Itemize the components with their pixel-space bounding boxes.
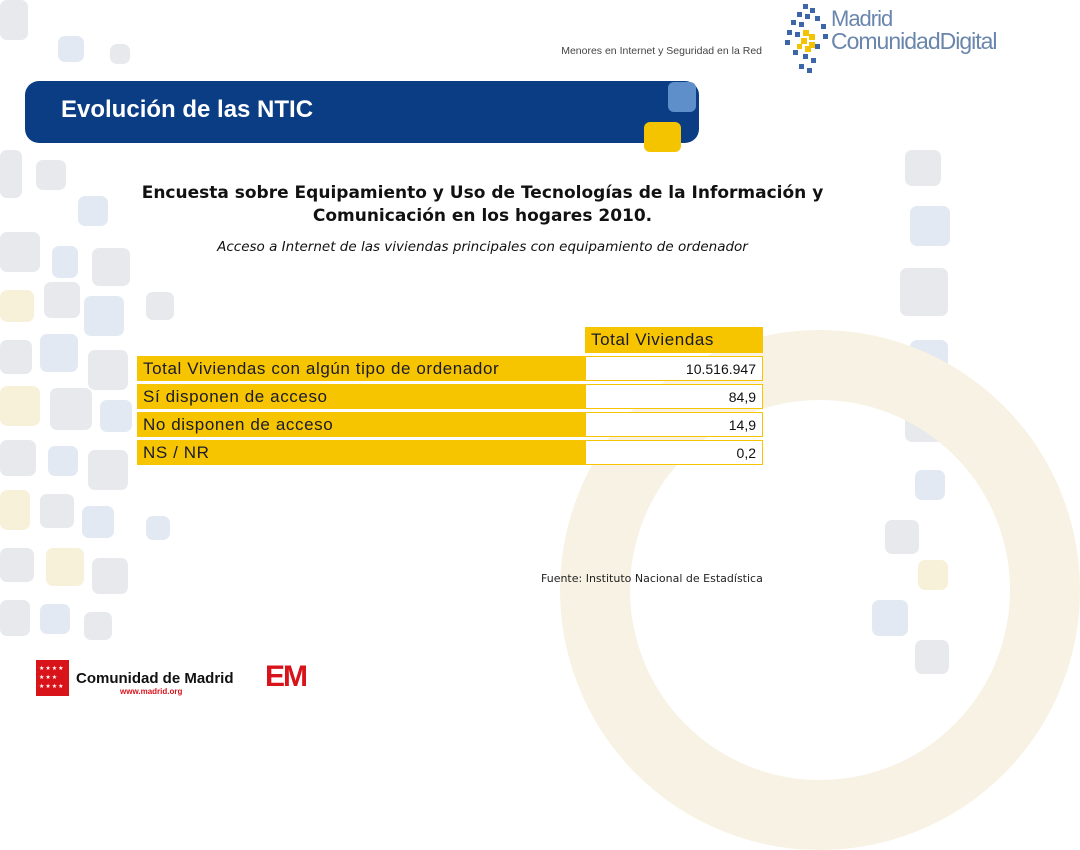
logo-text-comunidad-digital: ComunidadDigital xyxy=(831,28,997,54)
row-label: Sí disponen de acceso xyxy=(137,384,585,409)
table-header-row xyxy=(137,327,763,353)
row-value: 84,9 xyxy=(585,384,763,409)
comunidad-de-madrid-logo xyxy=(36,660,236,700)
title-decoration-blue-square xyxy=(668,82,696,112)
header-tagline: Menores en Internet y Seguridad en la Red xyxy=(561,45,762,57)
em-logo xyxy=(265,662,320,692)
row-label: NS / NR xyxy=(137,440,585,465)
survey-heading-line1: Encuesta sobre Equipamiento y Uso de Tecnologías de la Información y xyxy=(141,183,824,203)
madrid-flag-icon: ★★★★ ★★★ ★★★★ xyxy=(36,660,69,696)
comunidad-de-madrid-url: www.madrid.org xyxy=(120,687,183,696)
table-row xyxy=(137,412,763,437)
title-bar xyxy=(25,81,699,143)
table-row xyxy=(137,440,763,465)
column-header-total-viviendas: Total Viviendas xyxy=(585,327,763,353)
row-label: Total Viviendas con algún tipo de ordenador xyxy=(137,356,585,381)
title-decoration-yellow-square xyxy=(644,122,681,152)
row-value: 10.516.947 xyxy=(585,356,763,381)
source-note: Fuente: Instituto Nacional de Estadística xyxy=(541,572,763,585)
table-row xyxy=(137,356,763,381)
page-title: Evolución de las NTIC xyxy=(61,96,314,123)
data-table xyxy=(137,324,763,468)
row-value: 0,2 xyxy=(585,440,763,465)
survey-heading-line2: Comunicación en los hogares 2010. xyxy=(312,206,653,226)
survey-heading xyxy=(110,182,855,228)
em-logo-mark: EM xyxy=(265,660,306,693)
table-row xyxy=(137,384,763,409)
row-value: 14,9 xyxy=(585,412,763,437)
logo-text-madrid: Madrid xyxy=(831,6,893,31)
map-dots-icon xyxy=(775,0,835,80)
survey-subheading: Acceso a Internet de las viviendas principales con equipamiento de ordenador xyxy=(217,239,748,255)
row-label: No disponen de acceso xyxy=(137,412,585,437)
comunidad-de-madrid-name: Comunidad de Madrid xyxy=(76,670,234,687)
madrid-comunidad-digital-logo xyxy=(775,0,997,80)
